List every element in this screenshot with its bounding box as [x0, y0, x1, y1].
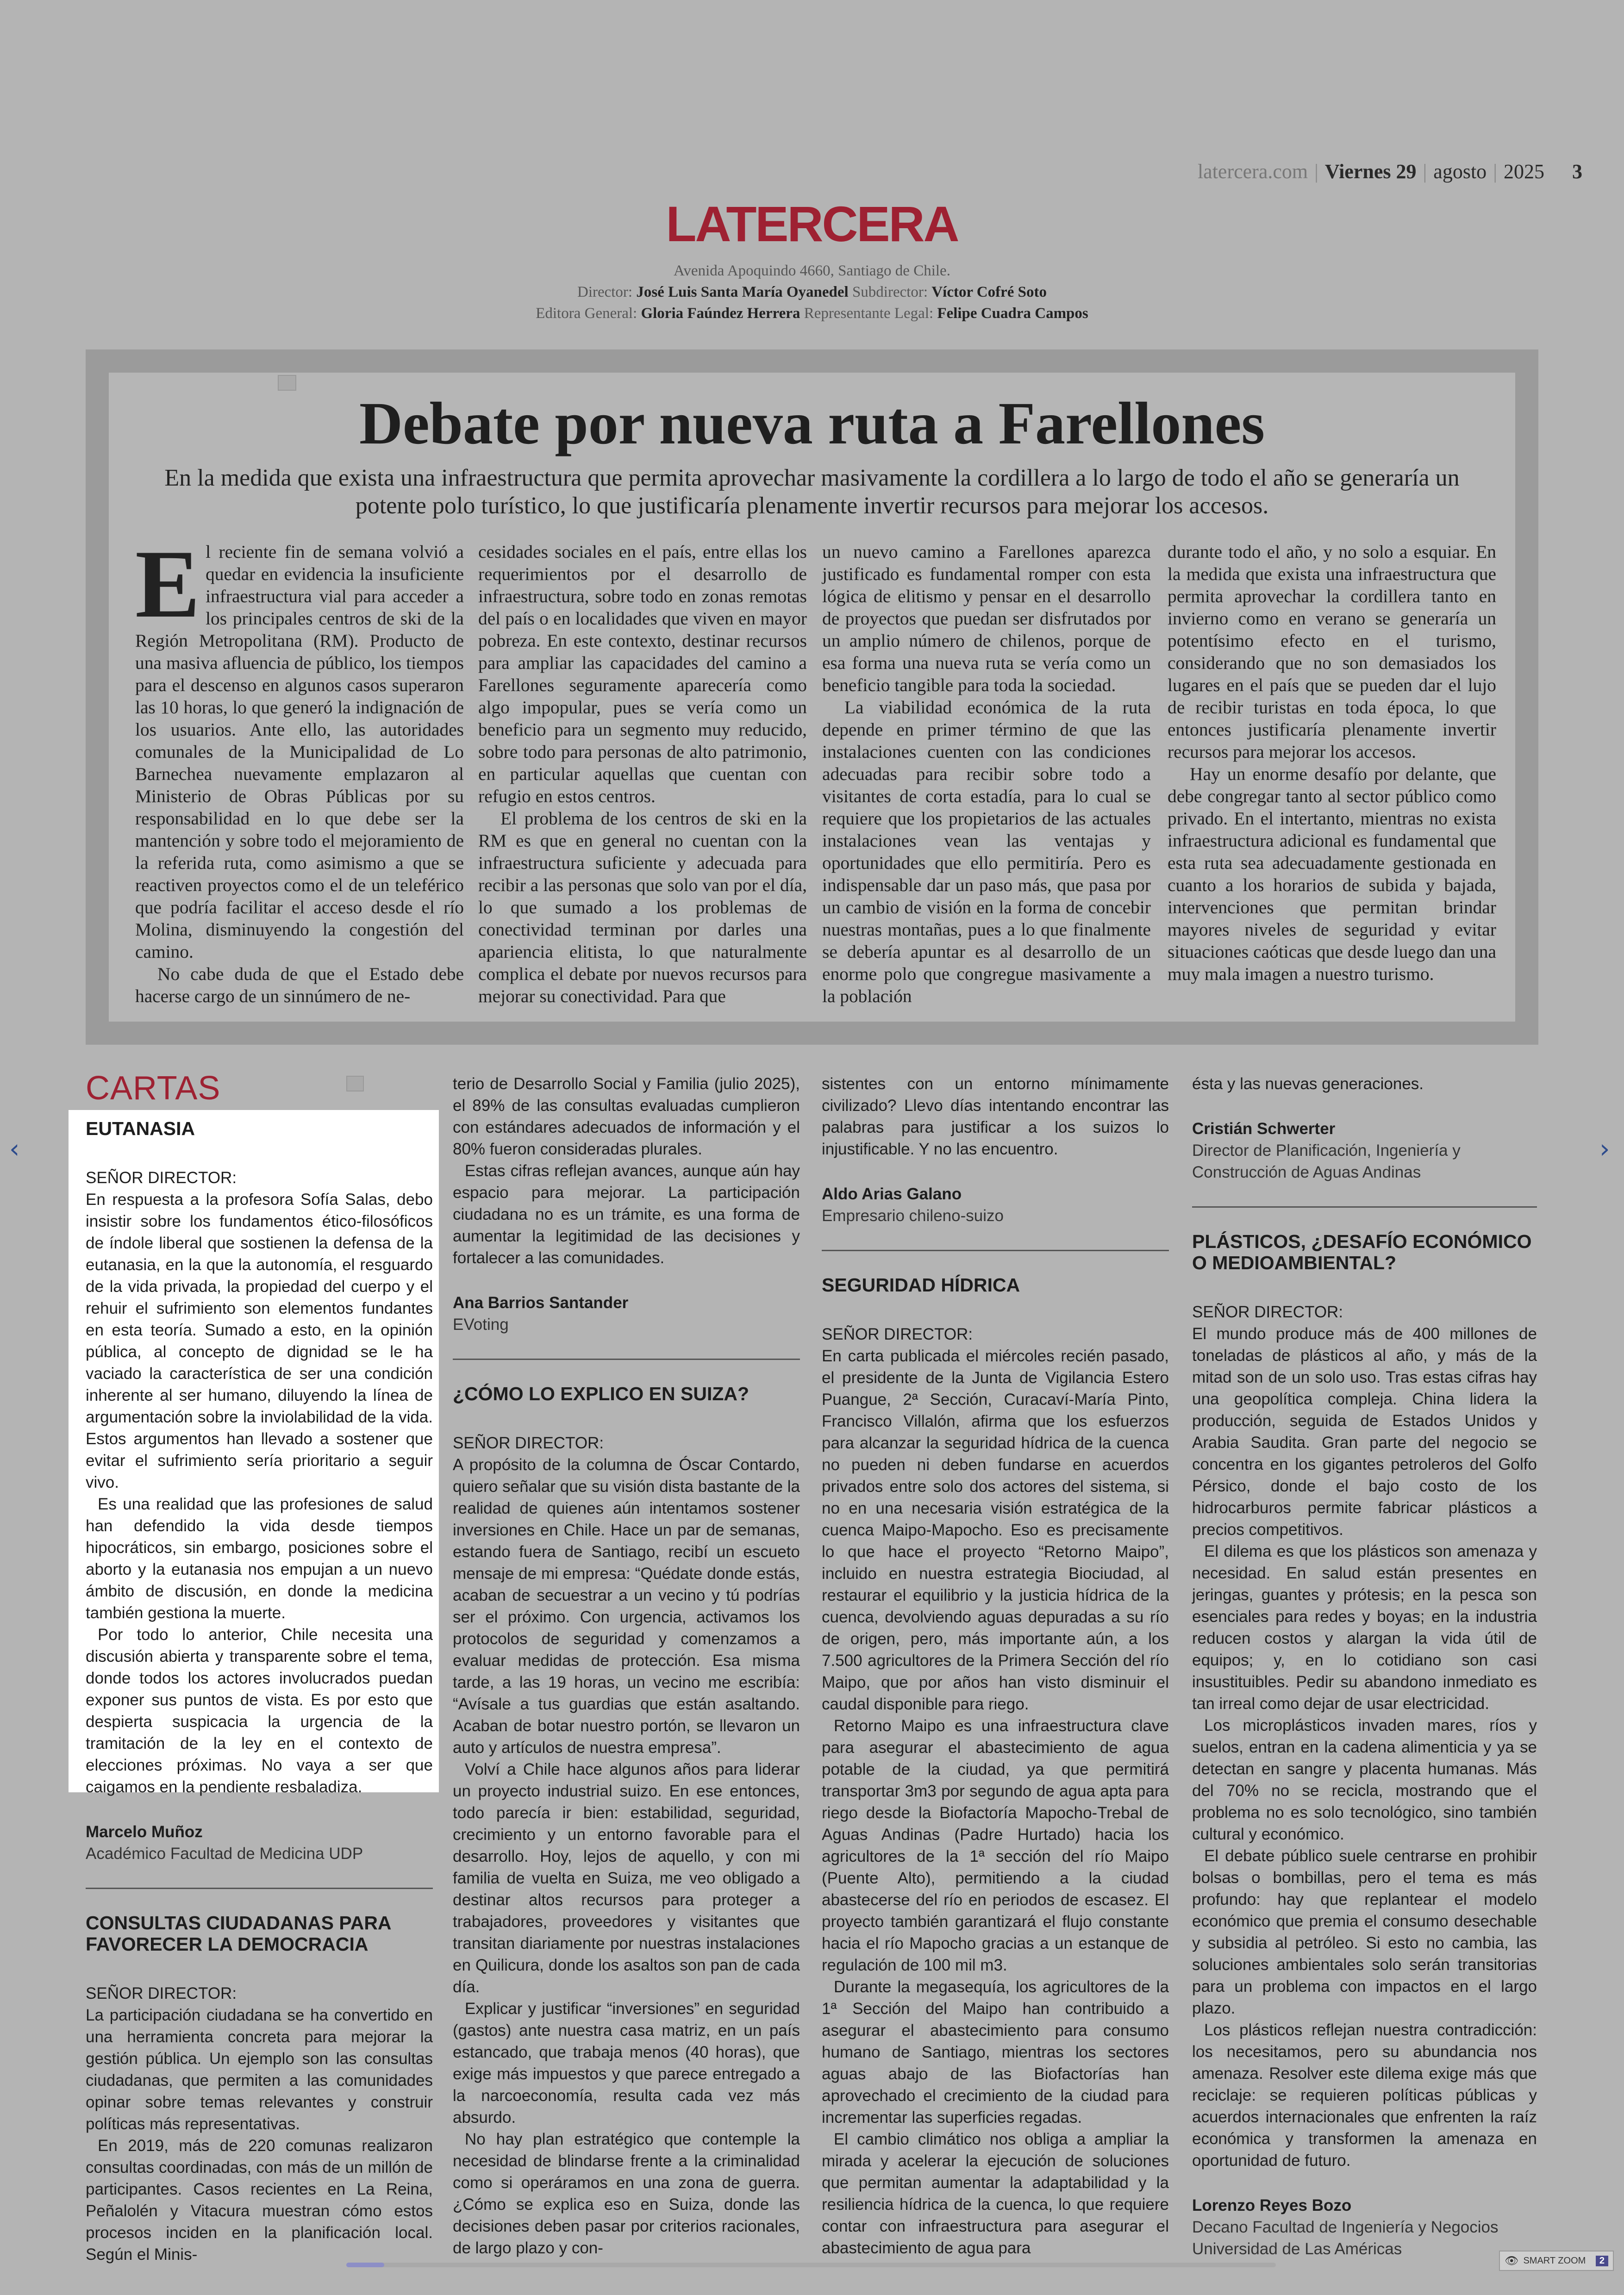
folio-month: agosto	[1433, 160, 1487, 183]
smart-zoom-button[interactable]	[1499, 2251, 1614, 2271]
divider	[822, 1250, 1169, 1251]
editorial-column-2: cesidades sociales en el país, entre ellas los requerimientos por el desarrollo de infraestructura, sobre todo en zonas remotas del país o en localidades que viven en mayor pobreza. En este contexto, destinar recursos para ampliar las capacidades del camino a Farellones seguramente aparecería como algo impopular, pues se vería como un beneficio para un segmento muy reducido, sobre todo para personas de alto patrimonio, en particular aquellas que cuentan con refugio en estos centros. El problema de los centros de ski en la RM es que en general no cuentan con la infraestructura suficiente y adecuada para recibir a las personas que solo van por el día, lo que sumado a los problemas de conectividad terminan por darles una apariencia elitista, lo que naturalmente complica el debate por nuevos recursos para mejorar su conectividad. Para que	[478, 542, 807, 1006]
masthead-address: Avenida Apoquindo 4660, Santiago de Chile.	[674, 262, 950, 279]
cartas-column-2: terio de Desarrollo Social y Familia (julio 2025), el 89% de las consultas evaluadas cumplieron con estándares adecuados de información y el 80% fueron consideradas plurales. Estas cifras reflejan avances, aunque aún hay espacio para mejorar. La participación ciudadana no es un trámite, es una forma de aumentar la legitimidad de las decisiones y fortalecer a las comunidades. Ana Barrios Santander EVoting ¿CÓMO LO EXPLICO EN SUIZA? SEÑOR DIRECTOR: A propósito de la columna de Óscar Contardo, quiero señalar que su visión dista bastante de la realidad de quienes aún intentamos sostener inversiones en Chile. Hace un par de semanas, estando fuera de Santiago, recibí un escueto mensaje de mi empresa: “Quédate donde estás, acaban de secuestrar a un vecino y tú podrías ser el próximo. Con urgencia, activamos los protocolos de seguridad y comenzamos a evaluar medidas de protección. Esa misma tarde, a las 19 horas, un vecino me escribía: “Avísale a tus guardias que están asaltando. Acaban de botar nuestro portón, se llevaron un auto y artículos de nuestra empresa”. Volví a Chile hace algunos años para liderar un proyecto industrial suizo. En ese entonces, todo parecía ir bien: estabilidad, seguridad, crecimiento y un entorno favorable para el desarrollo. Hoy, lejos de aquello, y con mi familia de vuelta en Suiza, me veo obligado a destinar altos recursos para proteger a trabajadores, proveedores y visitantes que transitan diariamente por nuestras instalaciones en Quilicura, donde los asaltos son pan de cada día. Explicar y justificar “inversiones” en seguridad (gastos) ante nuestra casa matriz, en un país estancado, que trabaja menos (40 horas), que exige más impuestos y que parece entregado a la narcoeconomía, resulta cada vez más absurdo. No hay plan estratégico que contemple la necesidad de blindarse frente a la criminalidad como si operáramos en una zona de guerra. ¿Cómo se explica eso en Suiza, donde las decisiones deben pasar por criterios racionales, de largo plazo y con-	[453, 1075, 800, 2257]
masthead-staff-line-2: Editora General: Gloria Faúndez Herrera Representante Legal: Felipe Cuadra Campos	[536, 305, 1088, 322]
letter-title[interactable]: SEGURIDAD HÍDRICA	[822, 1274, 1020, 1296]
smart-zoom-count: 2	[1596, 2256, 1608, 2266]
letter-title[interactable]: PLÁSTICOS, ¿DESAFÍO ECONÓMICO O MEDIOAMBIENTAL?	[1192, 1231, 1532, 1273]
note-icon[interactable]	[278, 375, 296, 391]
next-page-button[interactable]: ›	[1599, 1134, 1610, 1164]
masthead-staff-line-1: Director: José Luis Santa María Oyanedel Subdirector: Víctor Cofré Soto	[577, 284, 1047, 300]
cartas-column-1: EUTANASIA SEÑOR DIRECTOR: En respuesta a la profesora Sofía Salas, debo insistir sobre los fundamentos ético-filosóficos de índole liberal que sostienen la defensa de la eutanasia, en la que la autonomía, el resguardo de la vida privada, la propiedad del cuerpo y el rehuir el sufrimiento son elementos fundantes en esta teoría. Sumado a esto, en la opinión pública, al concepto de dignidad se le ha vaciado la característica de ser una condición inherente al ser humano, diluyendo la línea de argumentación sobre la inviolabilidad de la vida. Estos argumentos han llevado a sostener que evitar el sufrimiento sería prioritario a seguir vivo. Es una realidad que las profesiones de salud han defendido la vida desde tiempos hipocráticos, sin embargo, posiciones sobre el aborto y la eutanasia nos empujan a un nuevo ámbito de discusión, en donde la medicina también gestiona la muerte. Por todo lo anterior, Chile necesita una discusión abierta y transparente sobre el tema, donde todos los actores involucrados puedan exponer sus puntos de vista. Es por esto que despierta suspicacia la urgencia de la tramitación de la ley en el contexto de elecciones próximas. No vaya a ser que caigamos en la pendiente resbaladiza. Marcelo Muñoz Académico Facultad de Medicina UDP CONSULTAS CIUDADANAS PARA FAVORECER LA DEMOCRACIA SEÑOR DIRECTOR: La participación ciudadana se ha convertido en una herramienta concreta para mejorar la gestión pública. Un ejemplo son las consultas ciudadanas, que permiten a las comunidades opinar sobre temas relevantes y construir políticas más representativas. En 2019, más de 220 comunas realizaron consultas coordinadas, con más de un millón de participantes. Casos recientes en La Reina, Peñalolén y Vitacura muestran cómo estos procesos inciden en la planificación local. Según el Minis-	[86, 1118, 433, 2264]
editorial-deck: En la medida que exista una infraestructura que permita aprovechar masivamente la cordillera a lo largo de todo el año se generaría un potente polo turístico, lo que justificaría plenamente invertir recursos para mejorar los accesos.	[164, 465, 1460, 519]
page-folio: latercera.com | Viernes 29 | agosto | 2025 3	[1197, 160, 1582, 183]
masthead	[0, 196, 1624, 324]
editorial-column-3: un nuevo camino a Farellones aparezca justificado es fundamental romper con esta lógica de elitismo y pensar en el desarrollo de proyectos que puedan ser disfrutados por un amplio número de chilenos, porque de esa forma una nueva ruta se vería como un beneficio tangible para toda la sociedad. La viabilidad económica de la ruta depende en primer término de que las instalaciones cuenten con las condiciones adecuadas para recibir sobre todo a visitantes de corta estadía, para lo cual se requiere que los propietarios de las actuales instalaciones vean las ventajas y oportunidades que ello permitiría. Pero es indispensable dar un paso más, que pasa por un cambio de visión en la forma de concebir nuestras montañas, pues a lo que finalmente se debería apuntar es al desarrollo de un enorme polo que congregue masivamente a la población	[822, 542, 1151, 1006]
page-number: 3	[1572, 160, 1582, 183]
editorial-column-1: El reciente fin de semana volvió a quedar en evidencia la insuficiente infraestructura vial para acceder a los principales centros de ski de la Región Metropolitana (RM). Producto de una masiva afluencia de público, los tiempos para el descenso en algunos casos superaron las 10 horas, lo que generó la indignación de los usuarios. Ante ello, las autoridades comunales de la Municipalidad de Lo Barnechea nuevamente emplazaron al Ministerio de Obras Públicas por su responsabilidad en lo que debe ser la mantención y sobre todo el mejoramiento de la referida ruta, como asimismo a que se reactiven proyectos como el de un teleférico que podría facilitar el acceso desde el río Molina, disminuyendo la congestión del camino. No cabe duda de que el Estado debe hacerse cargo de un sinnúmero de ne-	[135, 530, 464, 1006]
letter-signature: Aldo Arias Galano	[822, 1185, 962, 1203]
letter-title[interactable]: EUTANASIA	[86, 1118, 195, 1139]
scrollbar-thumb[interactable]	[346, 2263, 384, 2267]
divider	[86, 1888, 433, 1889]
newspaper-logo: LATERCERA	[666, 196, 958, 252]
folio-year: 2025	[1504, 160, 1544, 183]
letter-title[interactable]: ¿CÓMO LO EXPLICO EN SUIZA?	[453, 1383, 750, 1404]
letter-signature: Marcelo Muñoz	[86, 1823, 203, 1841]
divider	[453, 1359, 800, 1360]
site-name: latercera.com	[1197, 160, 1308, 183]
prev-page-button[interactable]: ‹	[9, 1134, 20, 1164]
letter-signature: Cristián Schwerter	[1192, 1120, 1336, 1138]
note-icon[interactable]	[346, 1076, 364, 1091]
editorial-title: Debate por nueva ruta a Farellones	[359, 390, 1265, 457]
cartas-column-4: ésta y las nuevas generaciones. Cristián Schwerter Director de Planificación, Ingeniería y Construcción de Aguas Andinas PLÁSTICOS, ¿DESAFÍO ECONÓMICO O MEDIOAMBIENTAL? SEÑOR DIRECTOR: El mundo produce más de 400 millones de toneladas de plásticos al año, y más de la mitad son de un solo uso. Tras estas cifras hay una geopolítica compleja. China lidera la producción, seguida de Estados Unidos y Arabia Saudita. Gran parte del negocio se concentra en los gigantes petroleros del Golfo Pérsico, donde el bajo costo de los hidrocarburos permite fabricar plásticos a precios competitivos. El dilema es que los plásticos son amenaza y necesidad. En salud están presentes en jeringas, guantes y prótesis; en la pesca son esenciales para redes y boyas; en la industria reducen costos y alargan la vida útil de equipos; y, en lo cotidiano son casi insustituibles. Pedir su abandono inmediato es tan irreal como dejar de usar electricidad. Los microplásticos invaden mares, ríos y suelos, entran en la cadena alimenticia y ya se detectan en sangre y placenta humanas. Más del 70% no se recicla, mostrando que el problema no es solo tecnológico, sino también cultural y económico. El debate público suele centrarse en prohibir bolsas o bombillas, pero el tema es más profundo: hay que replantear el modelo económico que premia el consumo desechable y subsidia al petróleo. Si esto no cambia, las soluciones ambientales solo serán transitorias para un problema con impactos en el largo plazo. Los plásticos reflejan nuestra contradicción: los necesitamos, pero su abundancia nos amenaza. Resolver este dilema exige más que reciclaje: se requieren políticas públicas y acuerdos internacionales que enfrenten la raíz económica y transformen la amenaza en oportunidad de futuro. Lorenzo Reyes Bozo Decano Facultad de Ingeniería y Negocios Universidad de Las Américas	[1192, 1075, 1537, 2258]
cartas-column-3: sistentes con un entorno mínimamente civilizado? Llevo días intentando encontrar las palabras para justificar a los suizos lo injustificable. Y no las encuentro. Aldo Arias Galano Empresario chileno-suizo SEGURIDAD HÍDRICA SEÑOR DIRECTOR: En carta publicada el miércoles recién pasado, el presidente de la Junta de Vigilancia Estero Puangue, 2ª Sección, Curacaví-María Pinto, Francisco Villalón, afirma que los esfuerzos para alcanzar la seguridad hídrica de la cuenca no pueden ni deben fundarse en acuerdos privados entre solo dos actores del sistema, si no en una necesaria visión estratégica de la cuenca Maipo-Mapocho. Eso es precisamente lo que hace el proyecto “Retorno Maipo”, incluido en nuestra estrategia Biociudad, al restaurar el equilibrio y la justicia hídrica de la cuenca, devolviendo aguas depuradas a su río de origen, pero, más importante aún, a los 7.500 agricultores de la Primera Sección del río Maipo, que por años han visto disminuir el caudal disponible para riego. Retorno Maipo es una infraestructura clave para asegurar el abastecimiento de agua potable de la ciudad, ya que permitirá transportar 3m3 por segundo de agua apta para riego desde la Biofactoría Mapocho-Trebal de Aguas Andinas (Padre Hurtado) hacia los agricultores de la 1ª sección del río Maipo (Puente Alto), permitiendo a la ciudad abastecerse del río en periodos de escasez. El proyecto también garantizará el flujo constante hacia el río Mapocho gracias a un estanque de regulación de 100 mil m3. Durante la megasequía, los agricultores de la 1ª Sección del Maipo han contribuido a asegurar el abastecimiento para consumo humano de Santiago, mientras los sectores aguas abajo de las Biofactorías han aprovechado el crecimiento de la ciudad para incrementar las superficies regadas. El cambio climático nos obliga a ampliar la mirada y acelerar la ejecución de soluciones que permitan aumentar la adaptabilidad y la resiliencia hídrica de la cuenca, lo que requiere contar con infraestructura para asegurar el abastecimiento de agua para	[822, 1075, 1169, 2257]
folio-day: Viernes 29	[1324, 160, 1417, 183]
eye-icon: 👁	[1505, 2254, 1519, 2267]
smart-zoom-label: SMART ZOOM	[1523, 2255, 1586, 2266]
letter-signature: Ana Barrios Santander	[453, 1294, 629, 1312]
letter-signature: Lorenzo Reyes Bozo	[1192, 2196, 1352, 2214]
letter-title[interactable]: CONSULTAS CIUDADANAS PARA FAVORECER LA DEMOCRACIA	[86, 1912, 391, 1955]
dropcap: E	[135, 530, 200, 638]
editorial-column-4: durante todo el año, y no solo a esquiar. En la medida que exista una infraestructura que permita aprovechar la cordillera tanto en invierno como en verano se generaría un potentísimo efecto en el turismo, considerando que no son demasiados los lugares en el país que se pueden dar el lujo de recibir turistas en toda época, lo que entonces justificaría plenamente invertir recursos para mejorar los accesos. Hay un enorme desafío por delante, que debe congregar tanto al sector público como privado. En el intertanto, mientras no exista infraestructura adicional es fundamental que esta ruta sea adecuadamente gestionada en cuanto a los horarios de subida y bajada, intervenciones que permitan brindar mayores niveles de seguridad y evitar situaciones caóticas que desde luego dan una muy mala imagen a nuestro turismo.	[1168, 542, 1496, 984]
page-scrollbar[interactable]	[346, 2263, 1276, 2267]
cartas-section-header: CARTAS	[86, 1070, 221, 1107]
divider	[1192, 1206, 1537, 1208]
